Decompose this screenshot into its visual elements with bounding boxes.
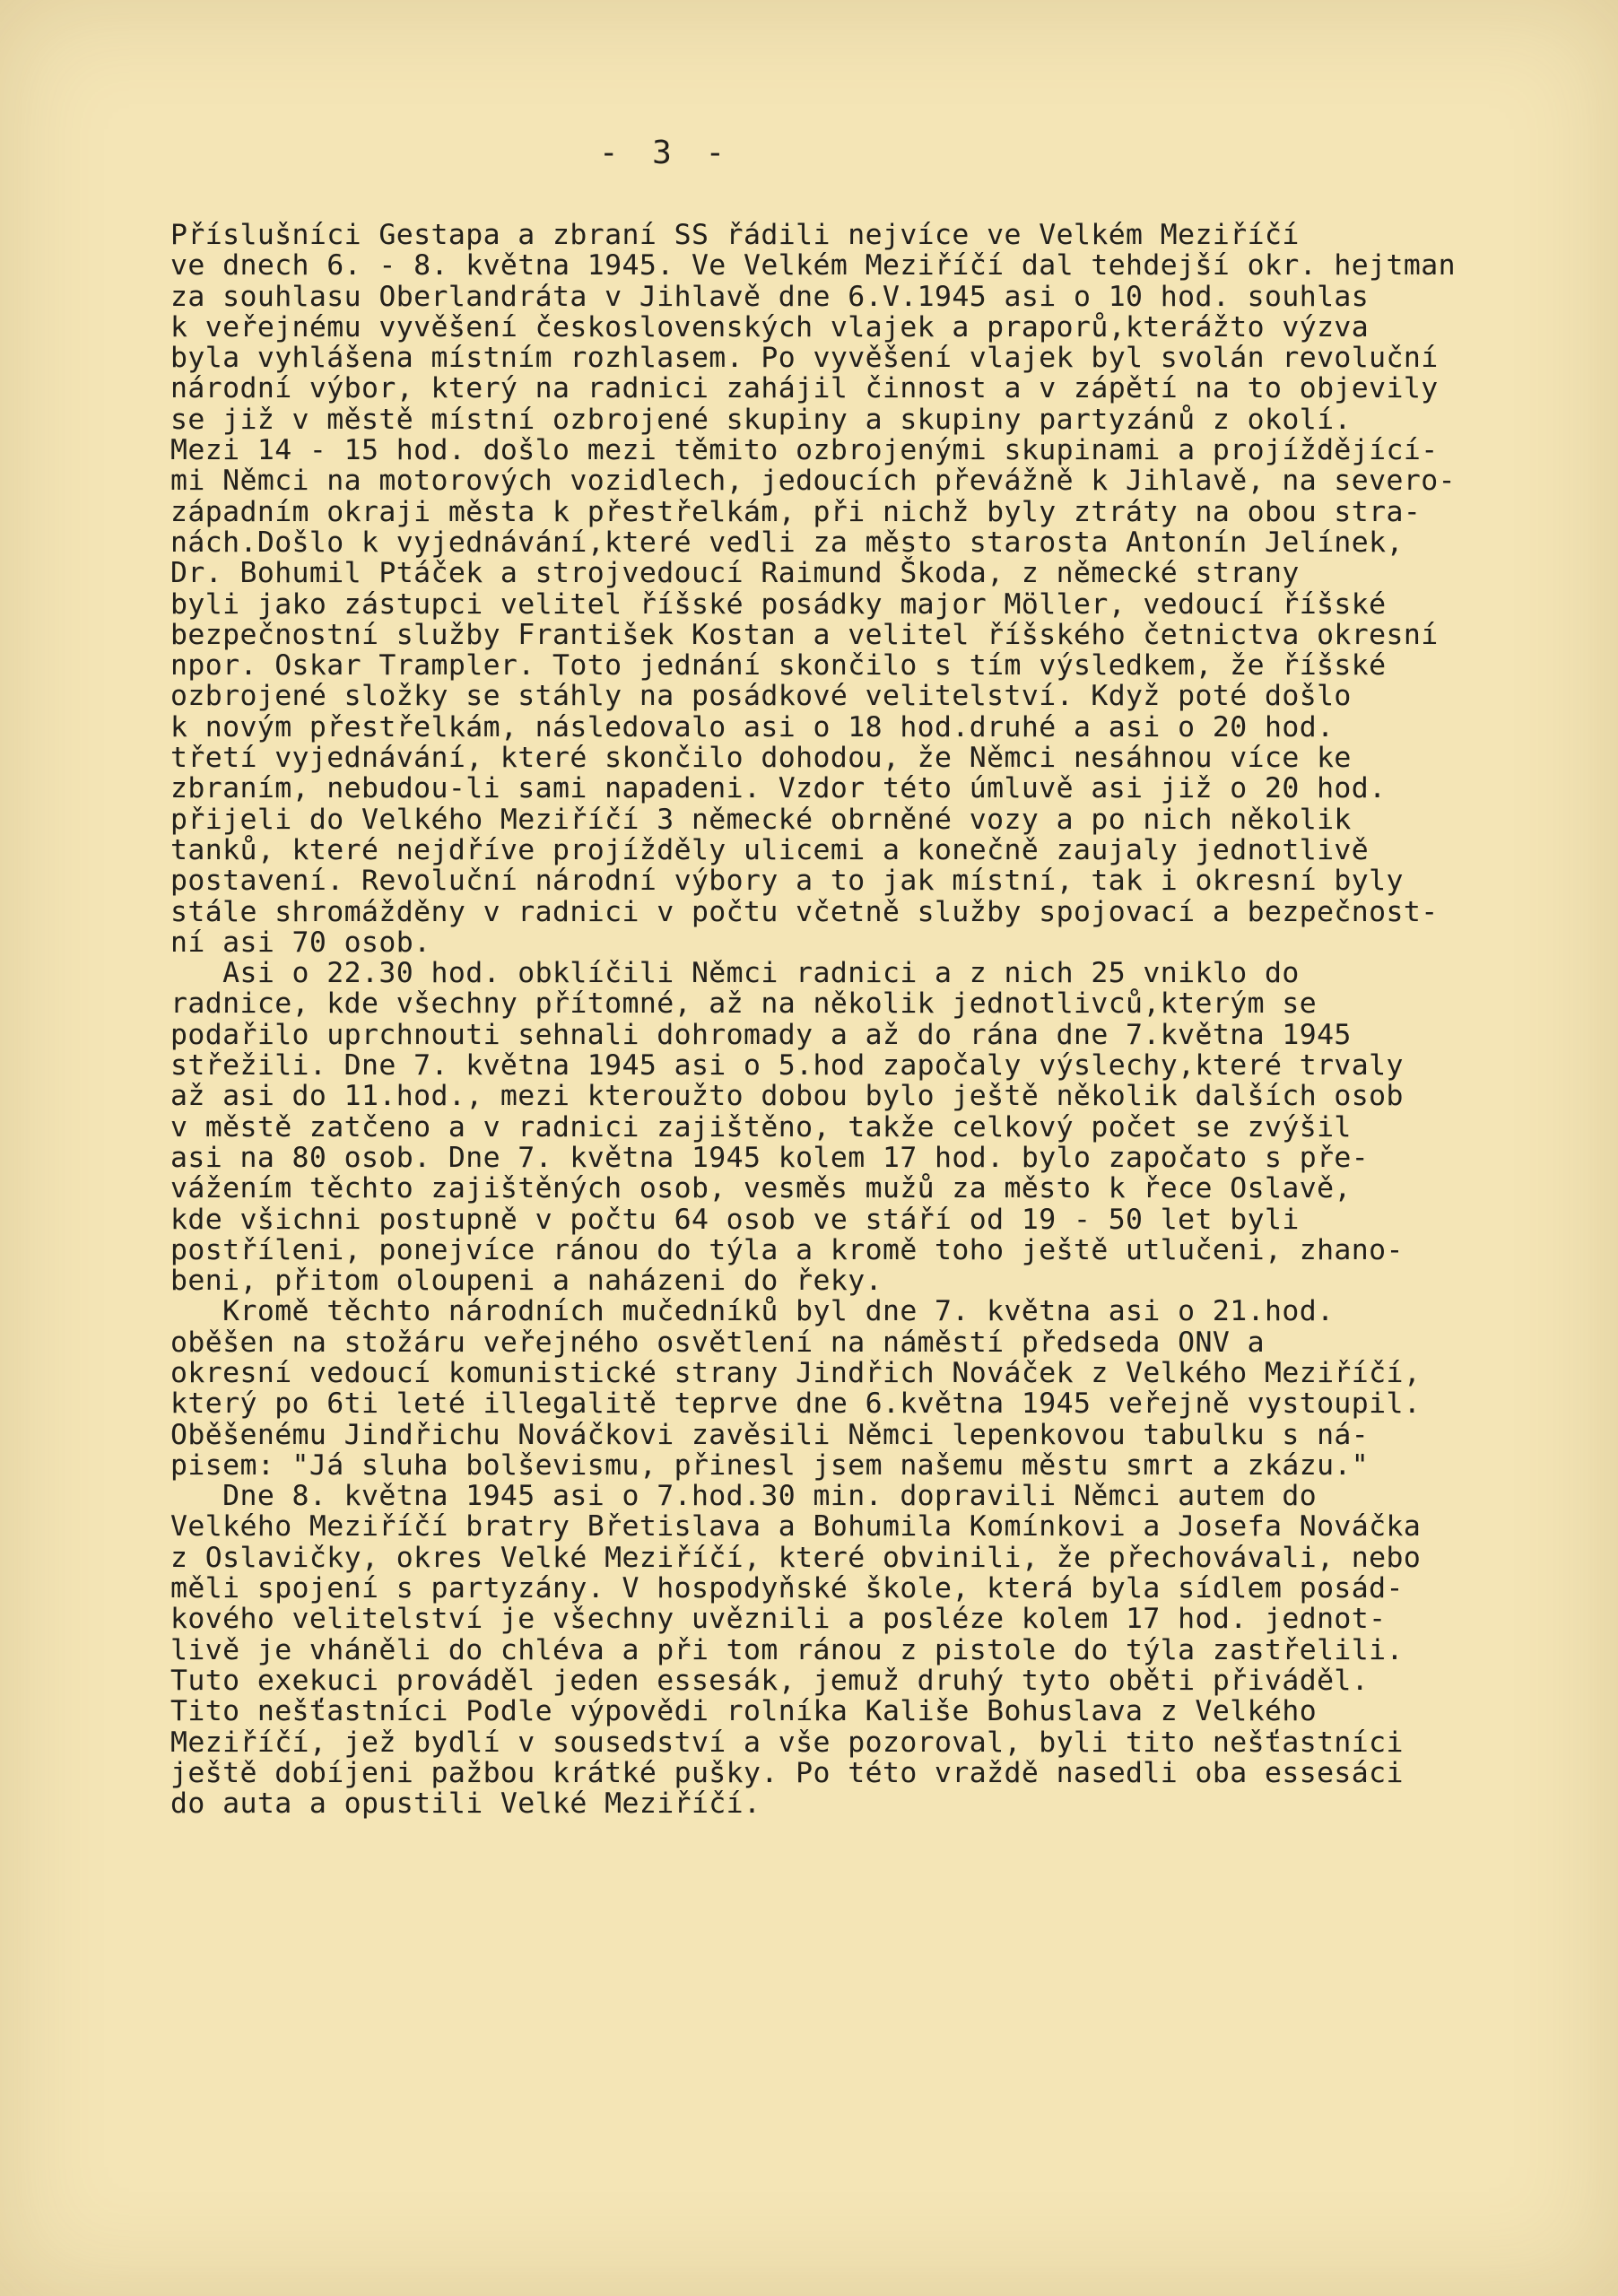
text-line: Tuto exekuci prováděl jeden essesák, jemuž druhý tyto oběti přiváděl. (170, 1664, 1370, 1697)
text-line: do auta a opustili Velké Meziříčí. (170, 1787, 761, 1821)
text-line: Mezi 14 - 15 hod. došlo mezi těmito ozbrojenými skupinami a projíždějící- (170, 434, 1439, 467)
text-line: národní výbor, který na radnici zahájil činnost a v zápětí na to objevily (170, 372, 1439, 405)
text-line: zbraním, nebudou-li sami napadeni. Vzdor této úmluvě asi již o 20 hod. (170, 772, 1387, 805)
text-line: který po 6ti leté illegalitě teprve dne 6.května 1945 veřejně vystoupil. (170, 1387, 1422, 1421)
text-line: Oběšenému Jindřichu Nováčkovi zavěsili Němci lepenkovou tabulku s ná- (170, 1418, 1370, 1451)
text-line: radnice, kde všechny přítomné, až na několik jednotlivců,kterým se (170, 987, 1318, 1021)
text-line: přijeli do Velkého Meziříčí 3 německé obrněné vozy a po nich několik (170, 803, 1352, 836)
text-line: pisem: "Já sluha bolševismu, přinesl jsem našemu městu smrt a zkázu." (170, 1448, 1370, 1482)
text-line: ve dnech 6. - 8. května 1945. Ve Velkém Meziříčí dal tehdejší okr. hejtman (170, 249, 1456, 283)
text-line: Dne 8. května 1945 asi o 7.hod.30 min. dopravili Němci autem do (170, 1480, 1318, 1513)
text-line: npor. Oskar Trampler. Toto jednání skončilo s tím výsledkem, že říšské (170, 649, 1387, 683)
text-line: Velkého Meziříčí bratry Břetislava a Bohumila Komínkovi a Josefa Nováčka (170, 1510, 1422, 1544)
text-line: okresní vedoucí komunistické strany Jindřich Nováček z Velkého Meziříčí, (170, 1356, 1422, 1389)
text-line: západním okraji města k přestřelkám, při nichž byly ztráty na obou stra- (170, 495, 1422, 528)
text-line: kde všichni postupně v počtu 64 osob ve stáří od 19 - 50 let byli (170, 1203, 1300, 1236)
text-line: bezpečnostní služby František Kostan a velitel říšského četnictva okresní (170, 618, 1439, 651)
document-body (170, 220, 1605, 1819)
text-line: Příslušníci Gestapa a zbraní SS řádili nejvíce ve Velkém Meziříčí (170, 219, 1300, 251)
text-line: byli jako zástupci velitel říšské posádky major Möller, vedoucí říšské (170, 587, 1387, 621)
text-line: postříleni, ponejvíce ránou do týla a kromě toho ještě utlučeni, zhano- (170, 1233, 1404, 1266)
text-line: mi Němci na motorových vozidlech, jedoucích převážně k Jihlavě, na severo- (170, 465, 1456, 498)
text-line: kového velitelství je všechny uvěznili a posléze kolem 17 hod. jednot- (170, 1603, 1387, 1636)
text-line: až asi do 11.hod., mezi kteroužto dobou bylo ještě několik dalších osob (170, 1080, 1404, 1113)
text-line: ní asi 70 osob. (170, 926, 431, 959)
text-line: asi na 80 osob. Dne 7. května 1945 kolem 17 hod. bylo započato s pře- (170, 1141, 1370, 1174)
text-line: v městě zatčeno a v radnici zajištěno, takže celkový počet se zvýšil (170, 1110, 1352, 1144)
text-line: oběšen na stožáru veřejného osvětlení na náměstí předseda ONV a (170, 1326, 1265, 1359)
page-number: - 3 - (598, 135, 733, 171)
text-line: podařilo uprchnouti sehnali dohromady a až do rána dne 7.května 1945 (170, 1018, 1352, 1051)
text-line: Dr. Bohumil Ptáček a strojvedoucí Raimund Škoda, z německé strany (170, 557, 1300, 590)
text-line: k novým přestřelkám, následovalo asi o 18 hod.druhé a asi o 20 hod. (170, 710, 1335, 744)
text-line: z Oslavičky, okres Velké Meziříčí, které obvinili, že přechovávali, nebo (170, 1541, 1422, 1574)
text-line: se již v městě místní ozbrojené skupiny a skupiny partyzánů z okolí. (170, 403, 1352, 436)
text-line: Tito nešťastníci Podle výpovědi rolníka Kališe Bohuslava z Velkého (170, 1695, 1318, 1728)
text-line: byla vyhlášena místním rozhlasem. Po vyvěšení vlajek byl svolán revoluční (170, 342, 1439, 375)
text-line: střežili. Dne 7. května 1945 asi o 5.hod započaly výslechy,které trvaly (170, 1049, 1404, 1083)
text-line: livě je vháněli do chléva a při tom ránou z pistole do týla zastřelili. (170, 1633, 1404, 1666)
text-line: stále shromážděny v radnici v počtu včetně služby spojovací a bezpečnost- (170, 895, 1439, 928)
text-line: Meziříčí, jež bydlí v sousedství a vše pozoroval, byli tito nešťastníci (170, 1726, 1404, 1759)
text-line: Kromě těchto národních mučedníků byl dne 7. května asi o 21.hod. (170, 1295, 1335, 1328)
text-line: za souhlasu Oberlandráta v Jihlavě dne 6.V.1945 asi o 10 hod. souhlas (170, 280, 1370, 313)
text-line: tanků, které nejdříve projížděly ulicemi a konečně zaujaly jednotlivě (170, 833, 1370, 866)
text-line: ozbrojené složky se stáhly na posádkové velitelství. Když poté došlo (170, 680, 1352, 713)
text-line: Asi o 22.30 hod. obklíčili Němci radnici a z nich 25 vniklo do (170, 957, 1300, 990)
text-line: měli spojení s partyzány. V hospodyňské škole, která byla sídlem posád- (170, 1572, 1404, 1605)
text-line: ještě dobíjeni pažbou krátké pušky. Po této vraždě nasedli oba essesáci (170, 1756, 1404, 1789)
text-line: postavení. Revoluční národní výbory a to jak místní, tak i okresní byly (170, 865, 1404, 898)
text-line: třetí vyjednávání, které skončilo dohodou, že Němci nesáhnou více ke (170, 742, 1352, 775)
text-line: vážením těchto zajištěných osob, vesměs mužů za město k řece Oslavě, (170, 1172, 1352, 1205)
text-line: beni, přitom oloupeni a naházeni do řeky. (170, 1265, 883, 1298)
text-line: nách.Došlo k vyjednávání,které vedli za město starosta Antonín Jelínek, (170, 526, 1404, 559)
text-line: k veřejnému vyvěšení československých vlajek a praporů,kterážto výzva (170, 310, 1370, 344)
